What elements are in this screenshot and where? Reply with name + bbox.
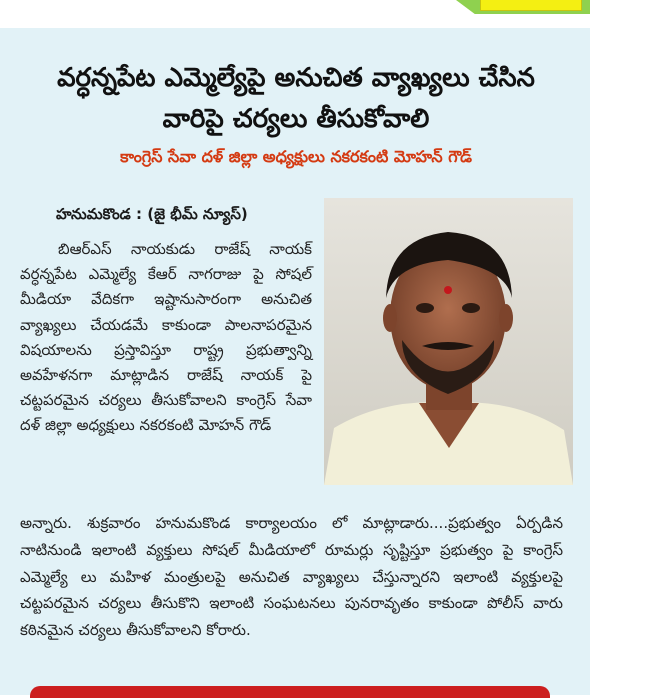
- headline-line-1: వర్ధన్నపేట ఎమ్మెల్యేపై అనుచిత వ్యాఖ్యలు చేసిన: [57, 63, 535, 93]
- corner-box: [480, 0, 582, 11]
- portrait-photo: [324, 198, 573, 485]
- article-body-full: అన్నారు. శుక్రవారం హనుమకొండ కార్యాలయం లో మాట్లాడారు....ప్రభుత్వం ఏర్పడిన నాటినుండి ఇలాంటి వ్యక్తులు సోషల్ మీడియాలో రూమర్లు సృష్టిస్తూ ప్రభుత్వం పై కాంగ్రెస్ ఎమ్మెల్యే లు మహిళ మంత్రులపై అనుచిత వ్యాఖ్యలు చేస్తున్నారని ఇలాంటి వ్యక్తులపై చట్టపరమైన చర్యలు తీసుకొని ఇలాంటి సంఘటనలు పునరావృతం కాకుండా పోలీస్ వారు కఠినమైన చర్యలు తీసుకోవాలని కోరారు.: [20, 514, 563, 640]
- dateline: హనుమకొండ : (జై భీమ్ న్యూస్): [56, 205, 248, 223]
- article-body-wrapped: బిఆర్ఎస్ నాయకుడు రాజేష్ నాయక్ వర్ధన్నపేట ఎమ్మెల్యే కేఆర్ నాగరాజు పై సోషల్ మీడియా వేదికగా ఇష్టానుసారంగా అనుచిత వ్యాఖ్యలు చేయడమే కాకుండా పాలనాపరమైన విషయాలను ప్రస్తావిస్తూ రాష్ట్ర ప్రభుత్వాన్ని అవహేళనగా మాట్లాడిన రాజేష్ నాయక్ పై చట్టపరమైన చర్యలు తీసుకోవాలని కాంగ్రెస్ సేవా దళ్ జిల్లా అధ్యక్షులు నకరకంటి మోహన్ గౌడ్: [20, 240, 312, 435]
- headline-line-2: వారిపై చర్యలు తీసుకోవాలి: [162, 104, 430, 134]
- subheadline: కాంగ్రెస్ సేవా దళ్ జిల్లా అధ్యక్షులు నకరకంటి మోహన్ గౌడ్: [120, 147, 472, 166]
- portrait-image: [324, 198, 573, 485]
- next-article-banner: [30, 686, 550, 698]
